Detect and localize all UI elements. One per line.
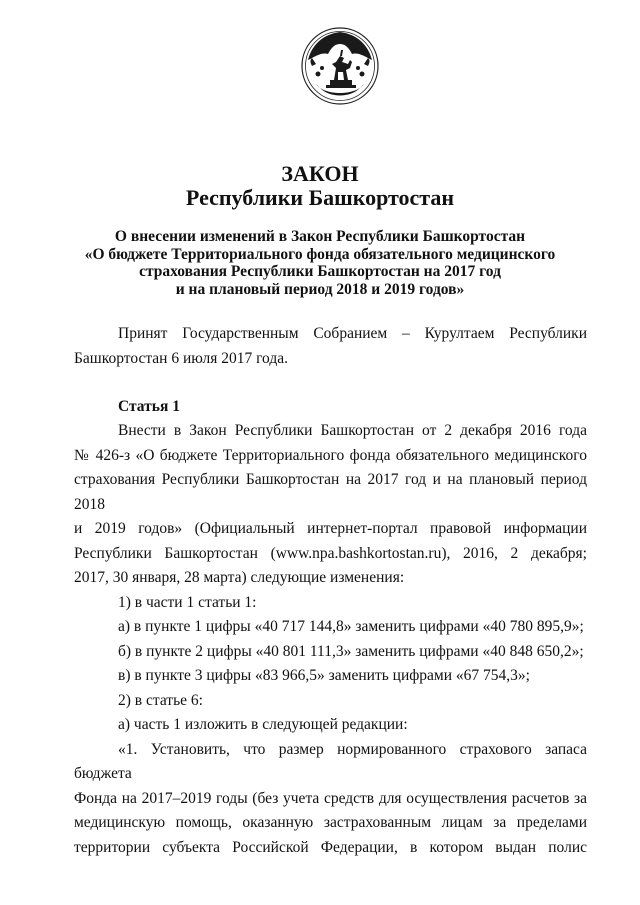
law-name-line: и на плановый период 2018 и 2019 годов» <box>175 280 465 298</box>
paragraph-line: страхования Республики Башкортостан на 2017 год и на плановый период 2018 <box>74 471 587 513</box>
amendment-item: 2) в статье 6: <box>118 691 203 709</box>
law-name-line: страхования Республики Башкортостан на 2017 год <box>139 263 501 280</box>
amendment-item: б) в пункте 2 цифры «40 801 111,3» заменить цифрами «40 848 650,2»; <box>118 642 584 660</box>
paragraph-line: 2017, 30 января, 28 марта) следующие изменения: <box>74 569 405 586</box>
coat-of-arms-emblem <box>298 22 382 106</box>
amendment-item: а) часть 1 изложить в следующей редакции: <box>118 716 408 733</box>
law-name-line: «О бюджете Территориального фонда обязательного медицинского <box>84 245 556 263</box>
quote-line: медицинскую помощь, оказанную застрахованным лицам за пределами <box>74 814 587 831</box>
paragraph-line: Внести в Закон Республики Башкортостан от 2 декабря 2016 года <box>118 422 587 439</box>
quote-line: Фонда на 2017–2019 годы (без учета средств для осуществления расчетов за <box>74 789 587 807</box>
bashkortostan-coat-of-arms-icon <box>298 22 382 106</box>
adoption-line: Башкортостан 6 июля 2017 года. <box>74 349 288 367</box>
article-heading: Статья 1 <box>118 398 180 415</box>
adoption-line: Принят Государственным Собранием – Курултаем Республики <box>118 325 587 342</box>
amendment-item: а) в пункте 1 цифры «40 717 144,8» заменить цифрами «40 780 895,9»; <box>118 618 584 635</box>
law-name-line: О внесении изменений в Закон Республики Башкортостан <box>114 228 526 245</box>
quote-line: «1. Установить, что размер нормированного страхового запаса бюджета <box>74 740 587 782</box>
amendment-item: в) в пункте 3 цифры «83 966,5» заменить цифрами «67 754,3»; <box>118 667 530 684</box>
quote-line: территории субъекта Российской Федерации, в котором выдан полис <box>74 838 587 856</box>
issuer: Республики Башкортостан <box>185 185 455 210</box>
paragraph-line: и 2019 годов» (Официальный интернет-портал правовой информации <box>74 520 587 537</box>
adoption-note <box>74 322 587 371</box>
paragraph-line: № 426-з «О бюджете Территориального фонда обязательного медицинского <box>74 446 587 464</box>
law-name <box>0 228 640 298</box>
article-body <box>74 419 587 860</box>
document-type: ЗАКОН <box>281 161 359 186</box>
amendment-item: 1) в части 1 статьи 1: <box>118 593 257 611</box>
paragraph-line: Республики Башкортостан (www.npa.bashkortostan.ru), 2016, 2 декабря; <box>74 544 587 562</box>
